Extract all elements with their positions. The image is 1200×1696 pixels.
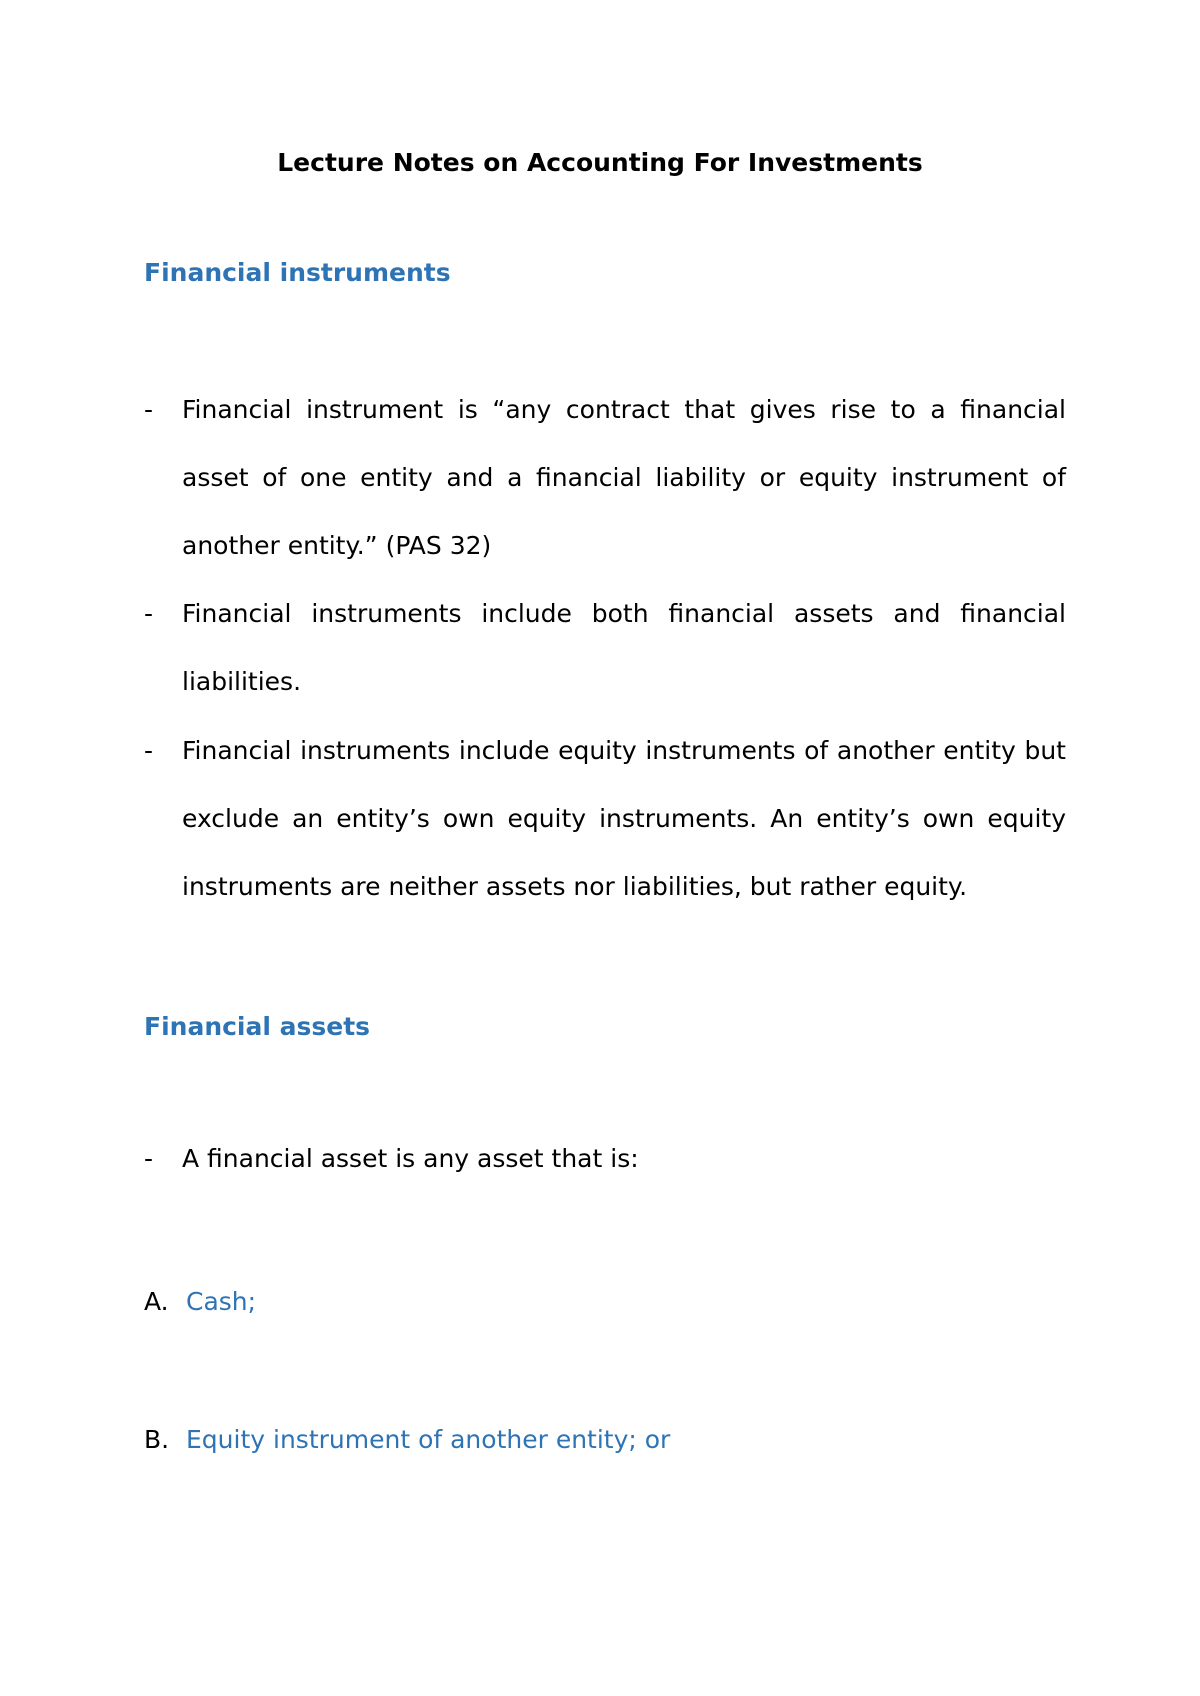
bullet-text: Financial instruments include equity instruments of another entity but exclude an entity’s own equity instruments. An entity’s own equity instruments are neither assets nor liabilities, but rather equity. bbox=[182, 736, 1066, 901]
list-letter: A. bbox=[144, 1287, 169, 1316]
bullet-item bbox=[144, 376, 1066, 580]
bullet-dash: - bbox=[144, 395, 154, 424]
bullet-item bbox=[144, 717, 1066, 921]
bullet-item bbox=[144, 1125, 1066, 1193]
list-item-text: Equity instrument of another entity; or bbox=[186, 1425, 671, 1454]
document-title: Lecture Notes on Accounting For Investments bbox=[277, 148, 923, 177]
bullet-text: Financial instruments include both financial assets and financial liabilities. bbox=[182, 599, 1066, 696]
bullet-text: A financial asset is any asset that is: bbox=[182, 1144, 639, 1173]
section-heading-financial-assets: Financial assets bbox=[144, 1012, 371, 1041]
lettered-item bbox=[144, 1285, 256, 1319]
section-heading-financial-instruments: Financial instruments bbox=[144, 258, 451, 287]
bullet-item bbox=[144, 580, 1066, 716]
list-item-text: Cash; bbox=[186, 1287, 257, 1316]
bullet-dash: - bbox=[144, 736, 154, 765]
lettered-item bbox=[144, 1423, 670, 1457]
bullet-dash: - bbox=[144, 1144, 154, 1173]
bullet-text: Financial instrument is “any contract that gives rise to a financial asset of one entity and a financial liability or equity instrument of another entity.” (PAS 32) bbox=[182, 395, 1066, 560]
bullet-dash: - bbox=[144, 599, 154, 628]
list-letter: B. bbox=[144, 1425, 170, 1454]
